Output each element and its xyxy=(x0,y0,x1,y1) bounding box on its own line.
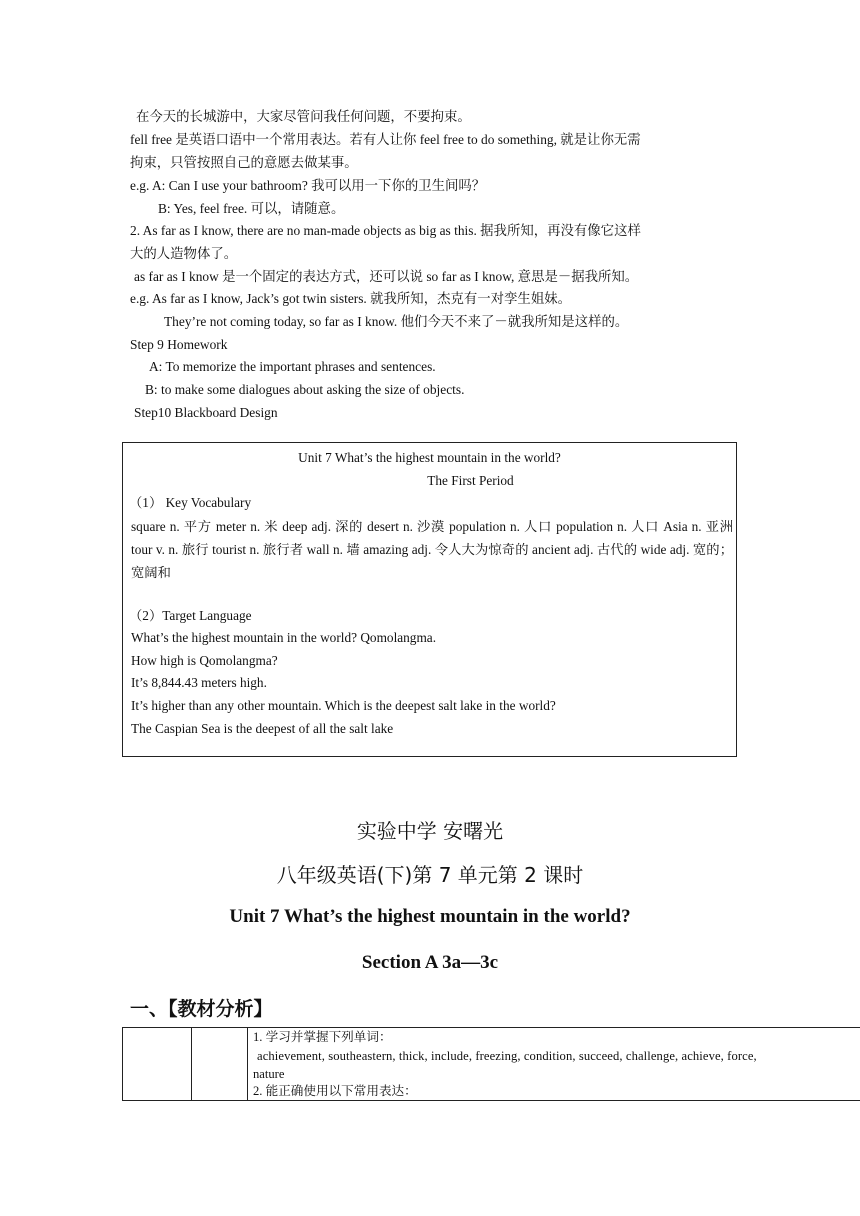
vocab-paragraph: square n. 平方 meter n. 米 deep adj. 深的 desert n. 沙漠 population n. 人口 population n. 人口 Asia n. 亚洲 tour v. n. 旅行 tourist n. 旅行者 wall n. 墙 amazing adj. 令人大为惊奇的 ancient adj. 古代的 wide adj. 宽的；宽阔和 xyxy=(131,519,733,580)
table-column-divider xyxy=(247,1028,248,1100)
table-text: 2. 能正确使用以下常用表达： xyxy=(253,1084,417,1098)
table-column-divider xyxy=(191,1028,192,1100)
text-line: fell free 是英语口语中一个常用表达。若有人让你 feel free to do something, 就是让你无需 xyxy=(130,132,641,147)
table-text: 1. 学习并掌握下列单词： xyxy=(253,1030,392,1044)
blackboard-design-box xyxy=(122,442,737,757)
analysis-table xyxy=(122,1027,860,1101)
section-title: Section A 3a—3c xyxy=(361,952,499,973)
board-title: Unit 7 What’s the highest mountain in the world? xyxy=(298,450,561,465)
target-sentence: How high is Qomolangma? xyxy=(131,653,278,668)
target-sentence: It’s higher than any other mountain. Which is the deepest salt lake in the world? xyxy=(131,698,556,713)
board-period: The First Period xyxy=(427,473,514,488)
step-heading: Step 9 Homework xyxy=(130,337,228,352)
text-line: B: to make some dialogues about asking the size of objects. xyxy=(145,382,465,397)
unit-title: Unit 7 What’s the highest mountain in the world? xyxy=(229,906,631,927)
table-text: achievement, southeastern, thick, include, freezing, condition, succeed, challenge, achieve, force, xyxy=(257,1049,757,1063)
school-author-line: 实验中学 安曙光 xyxy=(356,819,504,843)
step-heading: Step10 Blackboard Design xyxy=(134,405,278,420)
text-line: A: To memorize the important phrases and sentences. xyxy=(149,359,436,374)
text-line: They’re not coming today, so far as I know. 他们今天不来了－就我所知是这样的。 xyxy=(164,314,629,329)
text-line: e.g. A: Can I use your bathroom? 我可以用一下你的卫生间吗？ xyxy=(130,178,486,193)
target-sentence: What’s the highest mountain in the world? Qomolangma. xyxy=(131,630,437,645)
target-sentence: It’s 8,844.43 meters high. xyxy=(131,675,267,690)
text-line: as far as I know 是一个固定的表达方式，还可以说 so far as I know, 意思是－据我所知。 xyxy=(134,269,639,284)
text-line: e.g. As far as I know, Jack’s got twin sisters. 就我所知，杰克有一对孪生姐妹。 xyxy=(130,291,571,306)
vocab-heading: （1） Key Vocabulary xyxy=(129,495,252,510)
text-line: 大的人造物体了。 xyxy=(130,246,238,261)
text-line: B: Yes, feel free. 可以，请随意。 xyxy=(158,201,345,216)
course-line: 八年级英语(下)第 7 单元第 2 课时 xyxy=(276,863,584,887)
text-line: 拘束，只管按照自己的意愿去做某事。 xyxy=(130,155,358,170)
text-line: 在今天的长城游中，大家尽管问我任何问题，不要拘束。 xyxy=(136,109,471,124)
target-heading: （2）Target Language xyxy=(129,608,252,623)
target-sentence: The Caspian Sea is the deepest of all the salt lake xyxy=(131,721,394,736)
section-heading: 一、【教材分析】 xyxy=(130,998,273,1020)
table-text: nature xyxy=(253,1067,285,1081)
text-line: 2. As far as I know, there are no man-made objects as big as this. 据我所知，再没有像它这样 xyxy=(130,223,641,238)
